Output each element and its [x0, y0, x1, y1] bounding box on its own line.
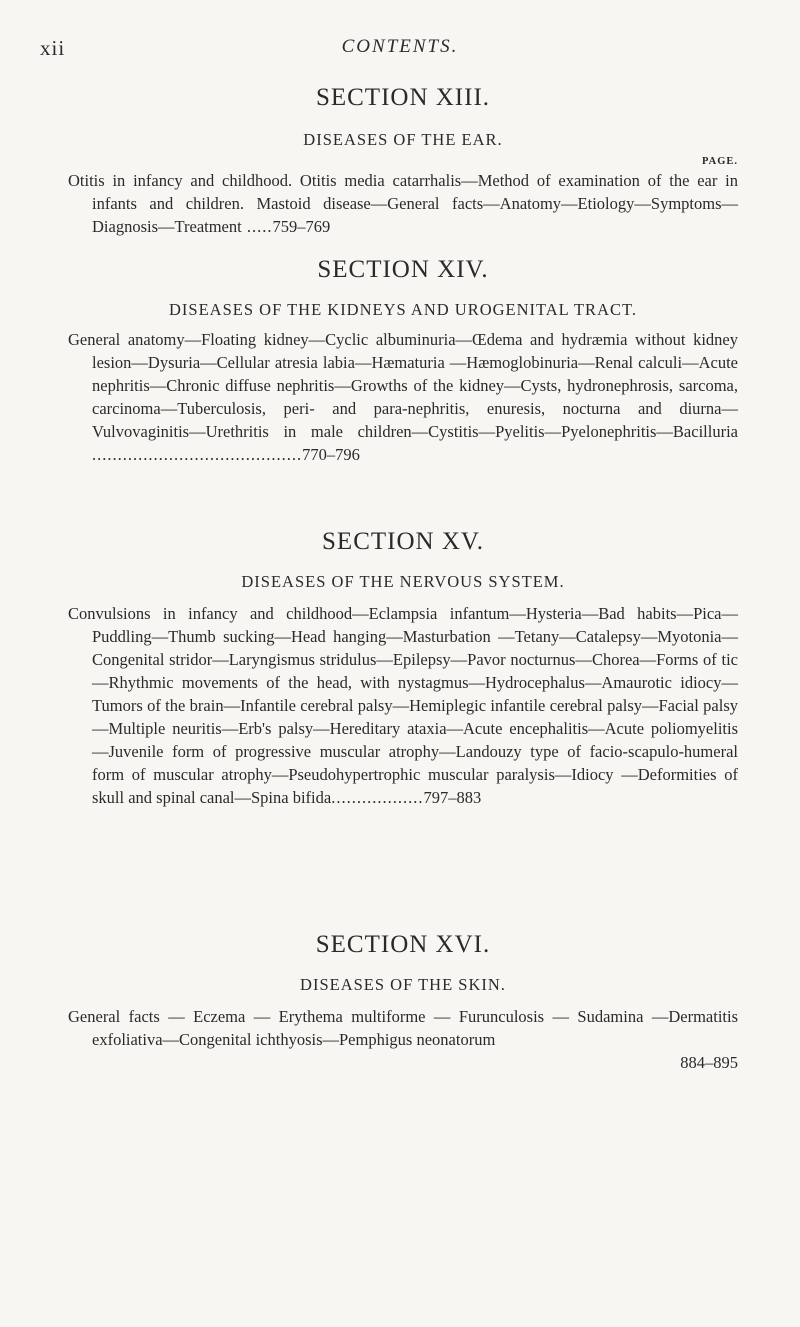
- section-subtitle: DISEASES OF THE KIDNEYS AND UROGENITAL TRACT.: [169, 300, 637, 319]
- page-range: 797–883: [423, 788, 482, 807]
- entry-text: General anatomy—Floating kidney—Cyclic albuminuria—Œdema and hydræmia without kidney lesion—Dysuria—Cellular atresia labia—Hæmaturia —Hæmoglobinuria—Renal calculi—Acute nephritis—Chronic diffuse nephritis—Growths of the kidney—Cysts, hydronephrosis, sarcoma, carcinoma—Tuberculosis, peri- and para-nephritis, enuresis, nocturna and diurna—Vulvovaginitis—Urethritis in male children—Cystitis—Pyelitis—Pyelonephritis—Bacilluria: [68, 330, 738, 441]
- section-xiv: [68, 256, 738, 466]
- page-range: 770–796: [302, 445, 360, 464]
- section-xvi: [68, 931, 738, 1074]
- section-xiii: [68, 84, 738, 238]
- section-title: SECTION XIII.: [315, 84, 491, 111]
- page-range: 759–769: [272, 217, 331, 236]
- page-range: 884–895: [680, 1053, 738, 1072]
- entry-text: Convulsions in infancy and childhood—Eclampsia infantum—Hysteria—Bad habits—Pica—Puddling—Thumb sucking—Head hanging—Masturbation —Tetany—Catalepsy—Myotonia—Congenital stridor—Laryngismus stridulus—Epilepsy—Pavor nocturnus—Chorea—Forms of tic—Rhythmic movements of the head, with nystagmus—Hydrocephalus—Amaurotic idiocy—Tumors of the brain—Infantile cerebral palsy—Hemiplegic infantile cerebral palsy—Facial palsy—Multiple neuritis—Erb's palsy—Hereditary ataxia—Acute encephalitis—Acute poliomyelitis—Juvenile form of progressive muscular atrophy—Landouzy type of facio-scapulo-humeral form of muscular atrophy—Pseudohypertrophic muscular paralysis—Idiocy —Deformities of skull and spinal canal—Spina bifida: [68, 604, 738, 807]
- page-number: xii: [40, 36, 66, 60]
- contents-entry: [68, 169, 738, 238]
- entry-text: General facts — Eczema — Erythema multiforme — Furunculosis — Sudamina —Dermatitis exfoliativa—Congenital ichthyosis—Pemphigus neonatorum: [68, 1007, 738, 1049]
- dot-leader: ..................: [331, 788, 424, 807]
- section-xv: [68, 528, 738, 809]
- page-column-label: PAGE.: [701, 156, 738, 167]
- contents-entry: [68, 1005, 738, 1074]
- contents-entry: [68, 328, 738, 466]
- running-head: [40, 36, 760, 66]
- section-subtitle: DISEASES OF THE NERVOUS SYSTEM.: [241, 572, 565, 591]
- running-title: CONTENTS.: [341, 36, 459, 57]
- contents-entry: [68, 602, 738, 809]
- section-title: SECTION XVI.: [315, 931, 491, 958]
- section-subtitle: DISEASES OF THE SKIN.: [300, 975, 506, 994]
- dot-leader: .....: [241, 217, 273, 236]
- entry-text: Otitis in infancy and childhood. Otitis media catarrhalis—Method of examination of the ear in infants and children. Mastoid disease—General facts—Anatomy—Etiology—Symptoms—Diagnosis—Treatment: [68, 171, 738, 236]
- section-title: SECTION XV.: [322, 528, 484, 555]
- section-subtitle: DISEASES OF THE EAR.: [303, 130, 503, 149]
- section-title: SECTION XIV.: [317, 256, 489, 283]
- dot-leader: .........................................: [92, 445, 303, 464]
